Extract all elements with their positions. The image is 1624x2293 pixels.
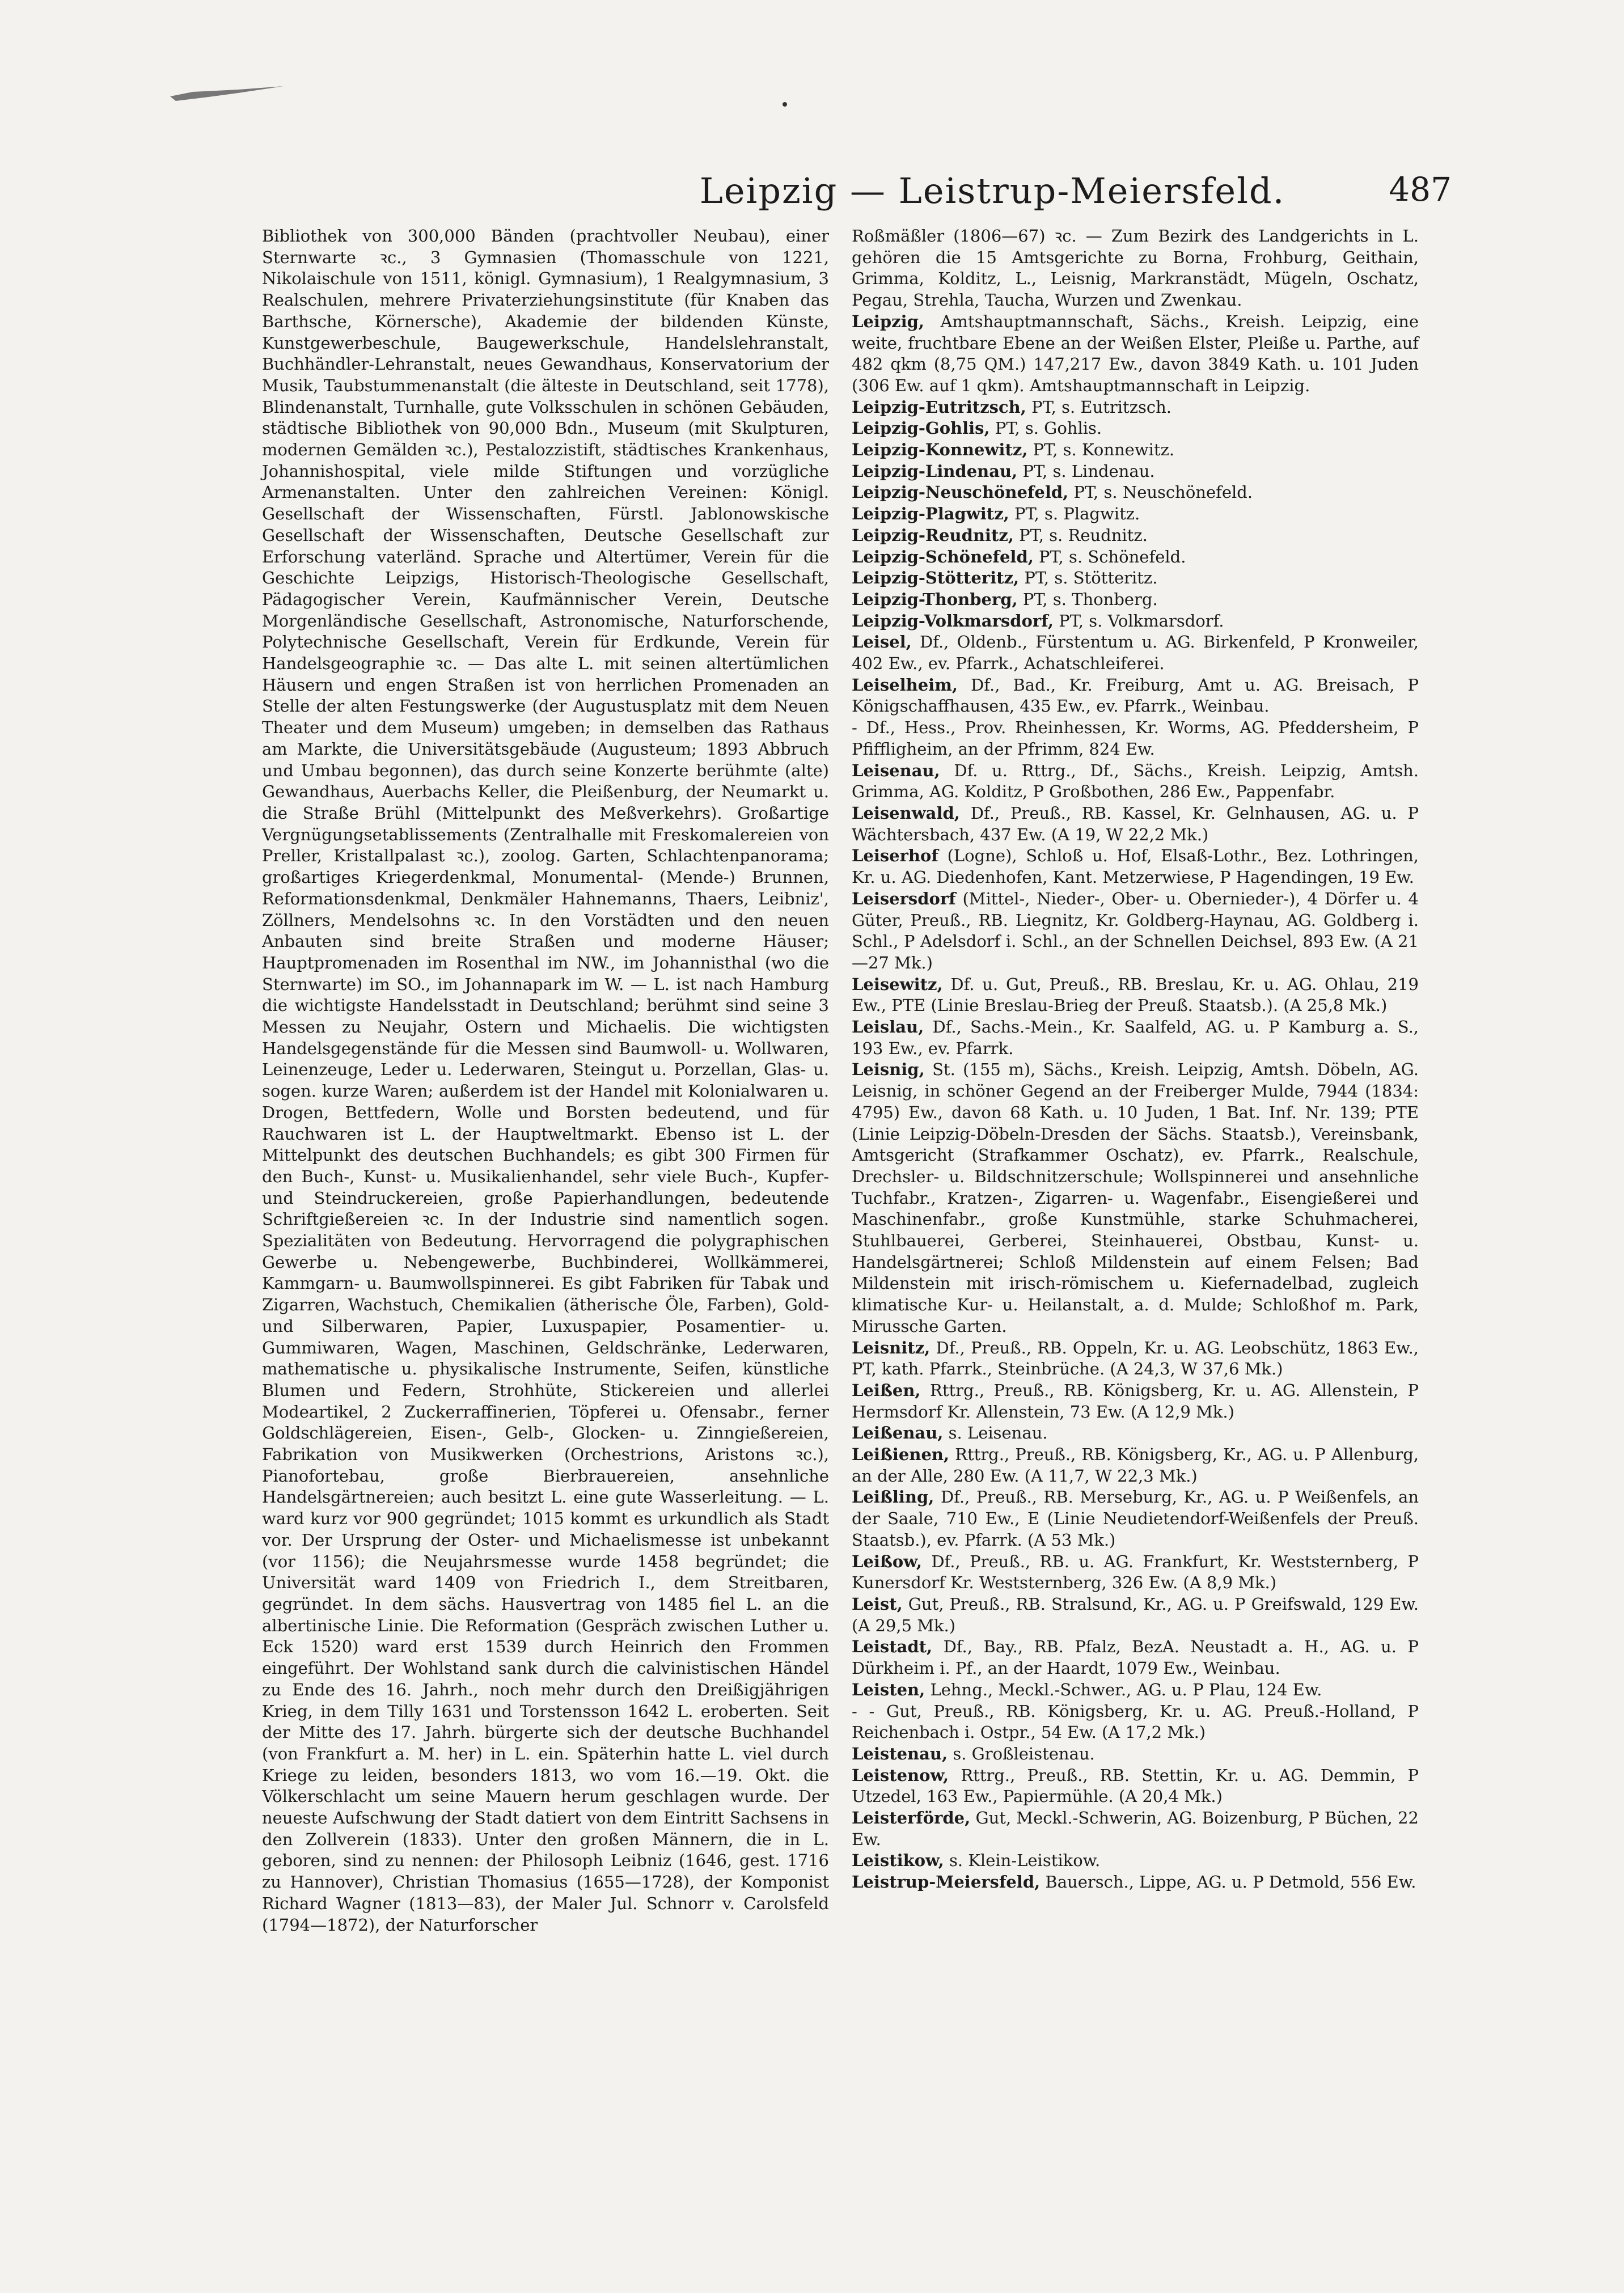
gazetteer-entry xyxy=(852,589,1419,611)
gazetteer-entry xyxy=(852,1338,1419,1380)
entry-headword: Leipzig-Eutritzsch, xyxy=(852,397,1026,417)
entry-headword: Leiserhof xyxy=(852,846,938,866)
gazetteer-entry xyxy=(852,675,1419,717)
entry-headword: Leißienen, xyxy=(852,1445,950,1465)
entry-text: Amtshauptmannschaft, Sächs., Kreish. Leipzig, eine weite, fruchtbare Ebene an der Weißen Elster, Pleiße u. Parthe, auf 482 qkm (8,75 QM.) 147,217 Ew., davon 3849 Kath. u. 101 Juden (306 Ew. auf 1 qkm). Amtshauptmannschaft in Leipzig. xyxy=(852,311,1419,395)
entry-text: Df., Bad., Kr. Freiburg, Amt u. AG. Breisach, P Königschaffhausen, 435 Ew., ev. Pfarrk., Weinbau. xyxy=(852,675,1419,716)
entry-text: s. Leisenau. xyxy=(948,1423,1048,1443)
gazetteer-entry xyxy=(852,845,1419,888)
gazetteer-entry xyxy=(852,1423,1419,1444)
gazetteer-entry xyxy=(852,1850,1419,1872)
entry-text: - - Gut, Preuß., RB. Königsberg, Kr. u. AG. Preuß.-Holland, P Reichenbach i. Ostpr., 54 Ew. (A 17,2 Mk.) xyxy=(852,1701,1419,1742)
entry-text: Gut, Meckl.-Schwerin, AG. Boizenburg, P Büchen, 22 Ew. xyxy=(852,1808,1419,1849)
entry-text: s. Klein-Leistikow. xyxy=(949,1851,1101,1871)
entry-headword: Leipzig-Plagwitz, xyxy=(852,504,1009,524)
entry-text: Df., Bay., RB. Pfalz, BezA. Neustadt a. H., AG. u. P Dürkheim i. Pf., an der Haardt, 1079 Ew., Weinbau. xyxy=(852,1637,1419,1678)
entry-headword: Leipzig-Volkmarsdorf, xyxy=(852,611,1054,631)
gazetteer-entry xyxy=(852,1017,1419,1059)
entry-headword: Leipzig-Konnewitz, xyxy=(852,440,1028,460)
entry-headword: Leistikow, xyxy=(852,1851,944,1871)
entry-headword: Leipzig-Lindenau, xyxy=(852,461,1018,481)
left-column-text: Bibliothek von 300,000 Bänden (prachtvoller Neubau), einer Sternwarte ꝛc., 3 Gymnasien (Thomasschule von 1221, Nikolaischule von 1511, königl. Gymnasium), 1 Realgymnasium, 3 Realschulen, mehrere Privaterziehungsinstitute (für Knaben das Barthsche, Körnersche), Akademie der bildenden Künste, Kunstgewerbeschule, Baugewerkschule, Handelslehranstalt, Buchhändler-Lehranstalt, neues Gewandhaus, Konservatorium der Musik, Taubstummenanstalt (die älteste in Deutschland, seit 1778), Blindenanstalt, Turnhalle, gute Volksschulen in schönen Gebäuden, städtische Bibliothek von 90,000 Bdn., Museum (mit Skulpturen, modernen Gemälden ꝛc.), Pestalozzistift, städtisches Krankenhaus, Johannishospital, viele milde Stiftungen und vorzügliche Armenanstalten. Unter den zahlreichen Vereinen: Königl. Gesellschaft der Wissenschaften, Fürstl. Jablonowskische Gesellschaft der Wissenschaften, Deutsche Gesellschaft zur Erforschung vaterländ. Sprache und Altertümer, Verein für die Geschichte Leipzigs, Historisch-Theologische Gesellschaft, Pädagogischer Verein, Kaufmännischer Verein, Deutsche Morgenländische Gesellschaft, Astronomische, Naturforschende, Polytechnische Gesellschaft, Verein für Erdkunde, Verein für Handelsgeographie ꝛc. — Das alte L. mit seinen altertümlichen Häusern und engen Straßen ist von herrlichen Promenaden an Stelle der alten Festungswerke (der Augustusplatz mit dem Neuen Theater und dem Museum) umgeben; in demselben das Rathaus am Markte, die Universitätsgebäude (Augusteum; 1893 Abbruch und Umbau begonnen), das durch seine Konzerte berühmte (alte) Gewandhaus, Auerbachs Keller, die Pleißenburg, der Neumarkt u. die Straße Brühl (Mittelpunkt des Meßverkehrs). Großartige Vergnügungsetablissements (Zentralhalle mit Freskomalereien von Preller, Kristallpalast ꝛc.), zoolog. Garten, Schlachtenpanorama; großartiges Kriegerdenkmal, Monumental- (Mende-) Brunnen, Reformationsdenkmal, Denkmäler Hahnemanns, Thaers, Leibniz', Zöllners, Mendelsohns ꝛc. In den Vorstädten und den neuen Anbauten sind breite Straßen und moderne Häuser; Hauptpromenaden im Rosenthal im NW., im Johannisthal (wo die Sternwarte) im SO., im Johannapark im W. — L. ist nach Hamburg die wichtigste Handelsstadt in Deutschland; berühmt sind seine 3 Messen zu Neujahr, Ostern und Michaelis. Die wichtigsten Handelsgegenstände für die Messen sind Baumwoll- u. Wollwaren, Leinenzeuge, Leder u. Lederwaren, Steingut u. Porzellan, Glas- u. sogen. kurze Waren; außerdem ist der Handel mit Kolonialwaren u. Drogen, Bettfedern, Wolle und Borsten bedeutend, und für Rauchwaren ist L. der Hauptweltmarkt. Ebenso ist L. der Mittelpunkt des deutschen Buchhandels; es gibt 300 Firmen für den Buch-, Kunst- u. Musikalienhandel, sehr viele Buch-, Kupfer- und Steindruckereien, große Papierhandlungen, bedeutende Schriftgießereien ꝛc. In der Industrie sind namentlich sogen. Spezialitäten von Bedeutung. Hervorragend die polygraphischen Gewerbe u. Nebengewerbe, Buchbinderei, Wollkämmerei, Kammgarn- u. Baumwollspinnerei. Es gibt Fabriken für Tabak und Zigarren, Wachstuch, Chemikalien (ätherische Öle, Farben), Gold- und Silberwaren, Papier, Luxuspapier, Posamentier- u. Gummiwaren, Wagen, Maschinen, Geldschränke, Lederwaren, mathematische u. physikalische Instrumente, Seifen, künstliche Blumen und Federn, Strohhüte, Stickereien und allerlei Modeartikel, 2 Zuckerraffinerien, Töpferei u. Ofensabr., ferner Goldschlägereien, Eisen-, Gelb-, Glocken- u. Zinngießereien, Fabrikation von Musikwerken (Orchestrions, Aristons ꝛc.), Pianofortebau, große Bierbrauereien, ansehnliche Handelsgärtnereien; auch besitzt L. eine gute Wasserleitung. — L. ward kurz vor 900 gegründet; 1015 kommt es urkundlich als Stadt vor. Der Ursprung der Oster- und Michaelismesse ist unbekannt (vor 1156); die Neujahrsmesse wurde 1458 begründet; die Universität ward 1409 von Friedrich I., dem Streitbaren, gegründet. In dem sächs. Hausvertrag von 1485 fiel L. an die albertinische Linie. Die Reformation (Gespräch zwischen Luther u. Eck 1520) ward erst 1539 durch Heinrich den Frommen eingeführt. Der Wohlstand sank durch die calvinistischen Händel zu Ende des 16. Jahrh., noch mehr durch den Dreißigjährigen Krieg, in dem Tilly 1631 und Torstensson 1642 L. eroberten. Seit der Mitte des 17. Jahrh. bürgerte sich der deutsche Buchhandel (von Frankfurt a. M. her) in L. ein. Späterhin hatte L. viel durch Kriege zu leiden, besonders 1813, wo vom 16.—19. Okt. die Völkerschlacht um seine Mauern herum geschlagen wurde. Der neueste Aufschwung der Stadt datiert von dem Eintritt Sachsens in den Zollverein (1833). Unter den großen Männern, die in L. geboren, sind zu nennen: der Philosoph Leibniz (1646, gest. 1716 zu Hannover), Christian Thomasius (1655—1728), der Komponist Richard Wagner (1813—83), der Maler Jul. Schnorr v. Carolsfeld (1794—1872), der Naturforscher xyxy=(262,226,829,1935)
entry-headword: Leiselheim, xyxy=(852,675,958,695)
gazetteer-entry xyxy=(852,482,1419,504)
entry-headword: Leisewitz, xyxy=(852,974,943,994)
entry-headword: Leipzig-Schönefeld, xyxy=(852,547,1034,566)
gazetteer-entry xyxy=(852,1380,1419,1423)
gazetteer-entry xyxy=(852,418,1419,439)
gazetteer-entry xyxy=(852,226,1419,311)
entry-headword: Leistadt, xyxy=(852,1637,933,1657)
entry-headword: Leistrup-Meiersfeld, xyxy=(852,1872,1041,1892)
entry-text: (Mittel-, Nieder-, Ober- u. Obernieder-), 4 Dörfer u. 4 Güter, Preuß., RB. Liegnitz, Kr. Goldberg-Haynau, AG. Goldberg i. Schl., P Adelsdorf i. Schl., an der Schnellen Deichsel, 893 Ew. (A 21—27 Mk.) xyxy=(852,889,1419,972)
entry-headword: Leipzig, xyxy=(852,311,924,331)
gazetteer-entry xyxy=(852,889,1419,974)
gazetteer-entry xyxy=(852,311,1419,397)
gazetteer-entry xyxy=(852,717,1419,760)
gazetteer-entry xyxy=(852,1444,1419,1487)
entry-text: Df., Sachs.-Mein., Kr. Saalfeld, AG. u. P Kamburg a. S., 193 Ew., ev. Pfarrk. xyxy=(852,1017,1419,1058)
entry-text: PT, s. Schönefeld. xyxy=(1039,547,1186,566)
gazetteer-entry xyxy=(852,1594,1419,1636)
entry-headword: Leist, xyxy=(852,1594,903,1614)
gazetteer-entry xyxy=(852,1765,1419,1808)
gazetteer-entry xyxy=(852,1701,1419,1744)
entry-text: PT, s. Lindenau. xyxy=(1022,461,1155,481)
entry-text: Df. u. Rttrg., Df., Sächs., Kreish. Leipzig, Amtsh. Grimma, AG. Kolditz, P Großbothen, 286 Ew., Pappenfabr. xyxy=(852,760,1419,802)
entry-headword: Leisnitz, xyxy=(852,1338,931,1357)
gazetteer-entry xyxy=(852,1679,1419,1701)
entry-headword: Leisel, xyxy=(852,632,912,652)
page-dot xyxy=(783,102,787,107)
entry-headword: Leisenau, xyxy=(852,760,940,780)
entry-text: - Df., Hess., Prov. Rheinhessen, Kr. Worms, AG. Pfeddersheim, P Pfiffligheim, an der Pfrimm, 824 Ew. xyxy=(852,718,1419,759)
gazetteer-entry xyxy=(852,1551,1419,1594)
entry-headword: Leißow, xyxy=(852,1551,922,1571)
entry-text: (Logne), Schloß u. Hof, Elsaß-Lothr., Bez. Lothringen, Kr. u. AG. Diedenhofen, Kant. Metzerwiese, P Hagendingen, 19 Ew. xyxy=(852,846,1419,887)
gazetteer-entry xyxy=(852,1059,1419,1337)
running-title: Leipzig — Leistrup-Meiersfeld. xyxy=(699,170,1285,211)
entry-headword: Leißling, xyxy=(852,1487,934,1507)
entry-text: Df., Preuß., RB. Oppeln, Kr. u. AG. Leobschütz, 1863 Ew., PT, kath. Pfarrk., Steinbrüche. (A 24,3, W 37,6 Mk.) xyxy=(852,1338,1419,1379)
entry-text: PT, s. Neuschönefeld. xyxy=(1073,483,1253,502)
gazetteer-entry xyxy=(852,760,1419,803)
left-column xyxy=(262,226,829,1936)
entry-text: PT, s. Gohlis. xyxy=(995,418,1102,438)
entry-headword: Leipzig-Reudnitz, xyxy=(852,525,1014,545)
gazetteer-entry xyxy=(852,461,1419,483)
entry-text: Df., Preuß., RB. u. AG. Frankfurt, Kr. Weststernberg, P Kunersdorf Kr. Weststernberg, 326 Ew. (A 8,9 Mk.) xyxy=(852,1551,1419,1593)
entry-headword: Leißenau, xyxy=(852,1423,944,1443)
entry-headword: Leißen, xyxy=(852,1380,921,1400)
entry-headword: Leisenwald, xyxy=(852,803,960,823)
entry-headword: Leisnig, xyxy=(852,1060,925,1080)
entry-text: St. (155 m), Sächs., Kreish. Leipzig, Amtsh. Döbeln, AG. Leisnig, in schöner Gegend an der Freiberger Mulde, 7944 (1834: 4795) Ew., davon 68 Kath. u. 10 Juden, 1 Bat. Inf. Nr. 139; PTE (Linie Leipzig-Döbeln-Dresden der Sächs. Staatsb.), Vereinsbank, Amtsgericht (Strafkammer Oschatz), ev. Pfarrk., Realschule, Drechsler- u. Bildschnitzerschule; Wollspinnerei und ansehnliche Tuchfabr., Kratzen-, Zigarren- u. Wagenfabr., Eisengießerei und Maschinenfabr., große Kunstmühle, starke Schuhmacherei, Stuhlbauerei, Gerberei, Steinhauerei, Obstbau, Kunst- u. Handelsgärtnerei; Schloß Mildenstein auf einem Felsen; Bad Mildenstein mit irisch-römischem u. Kiefernadelbad, zugleich klimatische Kur- u. Heilanstalt, a. d. Mulde; Schloßhof m. Park, Mirussche Garten. xyxy=(852,1060,1419,1336)
gazetteer-entry xyxy=(852,547,1419,568)
right-column xyxy=(852,226,1419,1893)
entry-text: Bauersch., Lippe, AG. u. P Detmold, 556 Ew. xyxy=(1045,1872,1416,1892)
entry-text: PT, s. Thonberg. xyxy=(1022,589,1158,609)
gazetteer-entry xyxy=(852,611,1419,632)
entry-headword: Leipzig-Gohlis, xyxy=(852,418,990,438)
gazetteer-entry xyxy=(852,504,1419,525)
entry-text: Rttrg., Preuß., RB. Königsberg, Kr., AG. u. P Allenburg, an der Alle, 280 Ew. (A 11,7, W 22,3 Mk.) xyxy=(852,1445,1419,1486)
entry-text: Lehng., Meckl.-Schwer., AG. u. P Plau, 124 Ew. xyxy=(930,1679,1322,1699)
entry-text: Df. u. Gut, Preuß., RB. Breslau, Kr. u. AG. Ohlau, 219 Ew., PTE (Linie Breslau-Brieg der Preuß. Staatsb.). (A 25,8 Mk.) xyxy=(852,974,1419,1016)
page-number: 487 xyxy=(1389,170,1452,209)
entry-text: Gut, Preuß., RB. Stralsund, Kr., AG. u. P Greifswald, 129 Ew. (A 29,5 Mk.) xyxy=(852,1594,1419,1635)
entry-text: s. Großleistenau. xyxy=(953,1744,1095,1763)
entry-text: PT, s. Konnewitz. xyxy=(1033,440,1175,460)
running-header xyxy=(624,170,1452,221)
gazetteer-entry xyxy=(852,1872,1419,1893)
gazetteer-entry xyxy=(852,1744,1419,1765)
gazetteer-entry xyxy=(852,439,1419,461)
gazetteer-entry xyxy=(852,632,1419,674)
entry-headword: Leisten, xyxy=(852,1679,925,1699)
entry-headword: Leistenau, xyxy=(852,1744,948,1763)
gazetteer-entry xyxy=(852,568,1419,589)
gazetteer-entry xyxy=(852,525,1419,547)
entry-headword: Leipzig-Stötteritz, xyxy=(852,568,1020,588)
entry-headword: Leislau, xyxy=(852,1017,924,1037)
entry-text: Df., Preuß., RB. Kassel, Kr. Gelnhausen, AG. u. P Wächtersbach, 437 Ew. (A 19, W 22,2 Mk.) xyxy=(852,803,1419,844)
entry-text: PT, s. Volkmarsdorf. xyxy=(1059,611,1224,631)
entry-headword: Leisersdorf xyxy=(852,889,956,908)
entry-text: Rttrg., Preuß., RB. Stettin, Kr. u. AG. Demmin, P Utzedel, 163 Ew., Papiermühle. (A 20,4 Mk.) xyxy=(852,1765,1419,1807)
gazetteer-entry xyxy=(852,1487,1419,1551)
entry-text: PT, s. Reudnitz. xyxy=(1019,525,1148,545)
entry-headword: Leisterförde, xyxy=(852,1808,971,1828)
entry-text: PT, s. Eutritzsch. xyxy=(1031,397,1172,417)
entry-text: PT, s. Plagwitz. xyxy=(1014,504,1140,524)
entry-text: Roßmäßler (1806—67) ꝛc. — Zum Bezirk des Landgerichts in L. gehören die 15 Amtsgerichte zu Borna, Frohburg, Geithain, Grimma, Kolditz, L., Leisnig, Markranstädt, Mügeln, Oschatz, Pegau, Strehla, Taucha, Wurzen und Zwenkau. xyxy=(852,226,1419,310)
entry-text: Rttrg., Preuß., RB. Königsberg, Kr. u. AG. Allenstein, P Hermsdorf Kr. Allenstein, 73 Ew. (A 12,9 Mk.) xyxy=(852,1380,1419,1422)
gazetteer-entry xyxy=(852,974,1419,1017)
entry-text: PT, s. Stötteritz. xyxy=(1024,568,1158,588)
entry-headword: Leipzig-Thonberg, xyxy=(852,589,1018,609)
gazetteer-entry xyxy=(852,803,1419,845)
gazetteer-entry xyxy=(852,1636,1419,1679)
entry-headword: Leistenow, xyxy=(852,1765,949,1785)
gazetteer-entry xyxy=(852,397,1419,418)
gazetteer-entry xyxy=(852,1808,1419,1850)
entry-text: Df., Oldenb., Fürstentum u. AG. Birkenfeld, P Kronweiler, 402 Ew., ev. Pfarrk., Achatschleiferei. xyxy=(852,632,1419,674)
entry-headword: Leipzig-Neuschönefeld, xyxy=(852,483,1069,502)
entry-text: Df., Preuß., RB. Merseburg, Kr., AG. u. P Weißenfels, an der Saale, 710 Ew., E (Linie Neudietendorf-Weißenfels der Preuß. Staatsb.), ev. Pfarrk. (A 53 Mk.) xyxy=(852,1487,1419,1550)
scan-mark xyxy=(170,85,284,102)
